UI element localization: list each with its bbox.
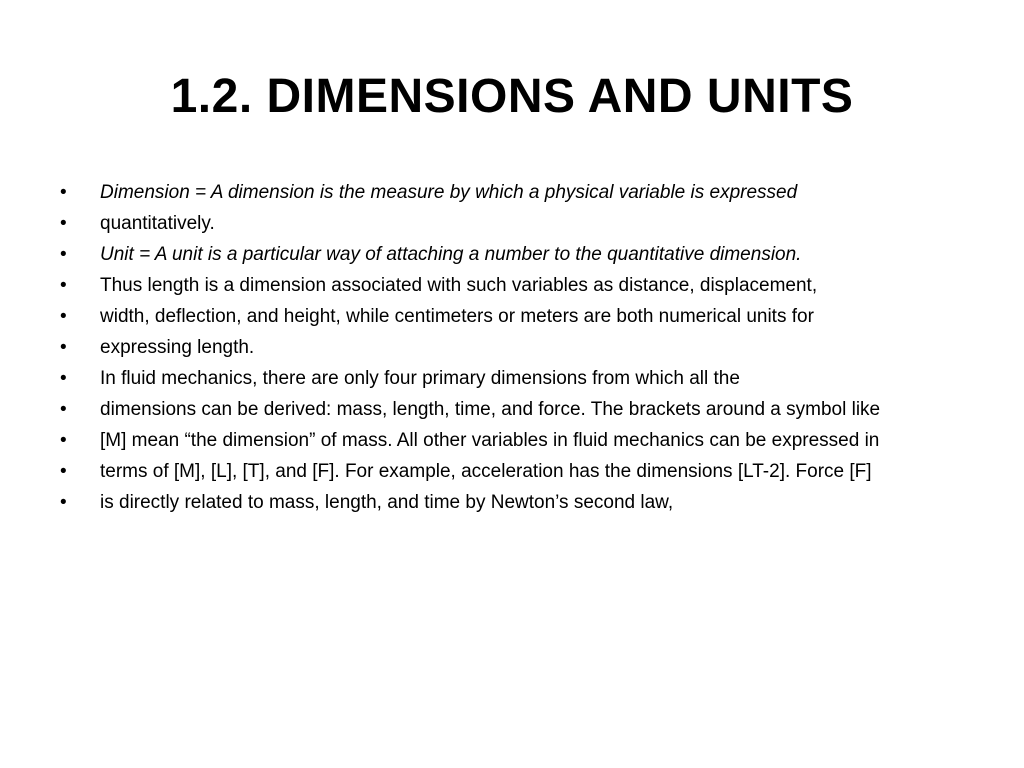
list-item — [56, 397, 968, 422]
list-item — [56, 304, 968, 329]
list-item — [56, 459, 968, 484]
list-item — [56, 490, 968, 515]
bullet-text: terms of [M], [L], [T], and [F]. For example, acceleration has the dimensions [LT-2]. Force [F] — [100, 461, 872, 482]
bullet-text: width, deflection, and height, while centimeters or meters are both numerical units for — [100, 306, 814, 327]
bullet-icon: • — [60, 492, 67, 513]
bullet-text: Thus length is a dimension associated with such variables as distance, displacement, — [100, 275, 818, 296]
bullet-icon: • — [60, 399, 67, 420]
list-item — [56, 242, 968, 267]
list-item — [56, 211, 968, 236]
list-item — [56, 273, 968, 298]
bullet-icon: • — [60, 213, 67, 234]
bullet-text: expressing length. — [100, 337, 255, 358]
bullet-text: Dimension = A dimension is the measure by which a physical variable is expressed — [100, 182, 798, 203]
list-item — [56, 428, 968, 453]
bullet-text: Unit = A unit is a particular way of attaching a number to the quantitative dimension. — [100, 244, 802, 265]
list-item — [56, 366, 968, 391]
bullet-icon: • — [60, 337, 67, 358]
bullet-text: quantitatively. — [100, 213, 215, 234]
bullet-text: In fluid mechanics, there are only four primary dimensions from which all the — [100, 368, 740, 389]
bullet-icon: • — [60, 244, 67, 265]
bullet-text: [M] mean “the dimension” of mass. All other variables in fluid mechanics can be expressed in — [100, 430, 880, 451]
bullet-text: dimensions can be derived: mass, length, time, and force. The brackets around a symbol like — [100, 399, 881, 420]
bullet-icon: • — [60, 182, 67, 203]
bullet-icon: • — [60, 430, 67, 451]
list-item — [56, 335, 968, 360]
bullet-icon: • — [60, 461, 67, 482]
bullet-icon: • — [60, 275, 67, 296]
bullet-list — [56, 180, 968, 521]
bullet-text: is directly related to mass, length, and time by Newton’s second law, — [100, 492, 674, 513]
slide-title: 1.2. DIMENSIONS AND UNITS — [170, 70, 854, 123]
bullet-icon: • — [60, 368, 67, 389]
list-item — [56, 180, 968, 205]
bullet-icon: • — [60, 306, 67, 327]
